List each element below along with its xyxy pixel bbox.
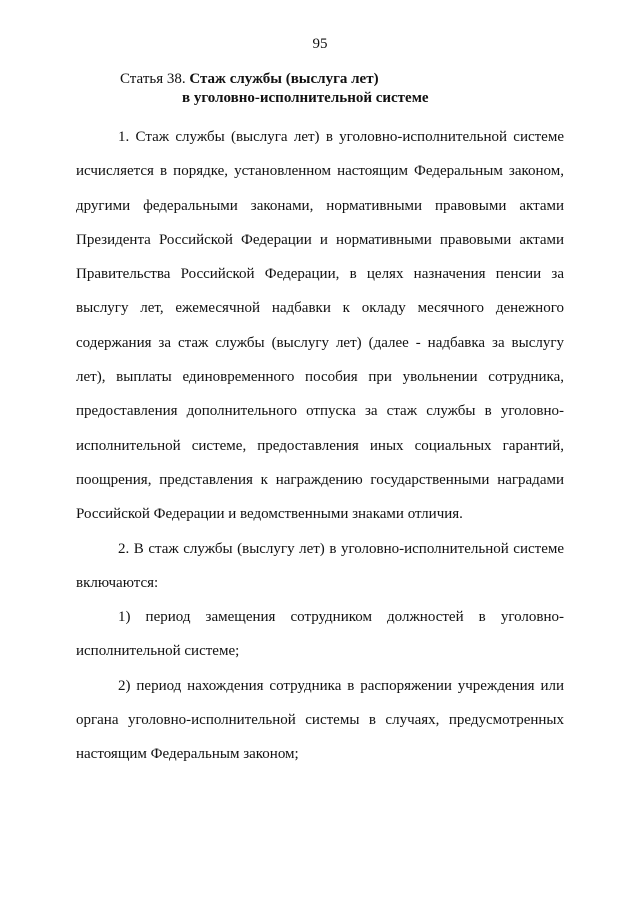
article-heading: [120, 70, 429, 108]
page-number: 95: [312, 36, 328, 52]
article-body: [76, 120, 564, 772]
article-label: Статья 38.: [120, 71, 186, 87]
paragraph-item-2: 2) период нахождения сотрудника в распоряжении учреждения или органа уголовно-исполнительной системы в случаях, предусмотренных настоящим Федеральным законом;: [76, 677, 564, 763]
paragraph-2: 2. В стаж службы (выслугу лет) в уголовно-исполнительной системе включаются:: [76, 540, 564, 591]
paragraph-item-1: 1) период замещения сотрудником должностей в уголовно-исполнительной системе;: [76, 609, 564, 660]
paragraph-1: 1. Стаж службы (выслуга лет) в уголовно-исполнительной системе исчисляется в порядке, установленном настоящим Федеральным законом, другими федеральными законами, нормативными правовыми актами Президента Российской Федерации и нормативными правовыми актами Правительства Российской Федерации, в целях назначения пенсии за выслугу лет, ежемесячной надбавки к окладу месячного денежного содержания за стаж службы (выслугу лет) (далее - надбавка за выслугу лет), выплаты единовременного пособия при увольнении сотрудника, предоставления дополнительного отпуска за стаж службы в уголовно-исполнительной системе, предоставления иных социальных гарантий, поощрения, представления к награждению государственными наградами Российской Федерации и ведомственными знаками отличия.: [76, 129, 564, 523]
article-title-line1: Стаж службы (выслуга лет): [189, 71, 379, 87]
article-title-line2: в уголовно-исполнительной системе: [182, 90, 429, 106]
article-heading-line1: [120, 70, 429, 89]
